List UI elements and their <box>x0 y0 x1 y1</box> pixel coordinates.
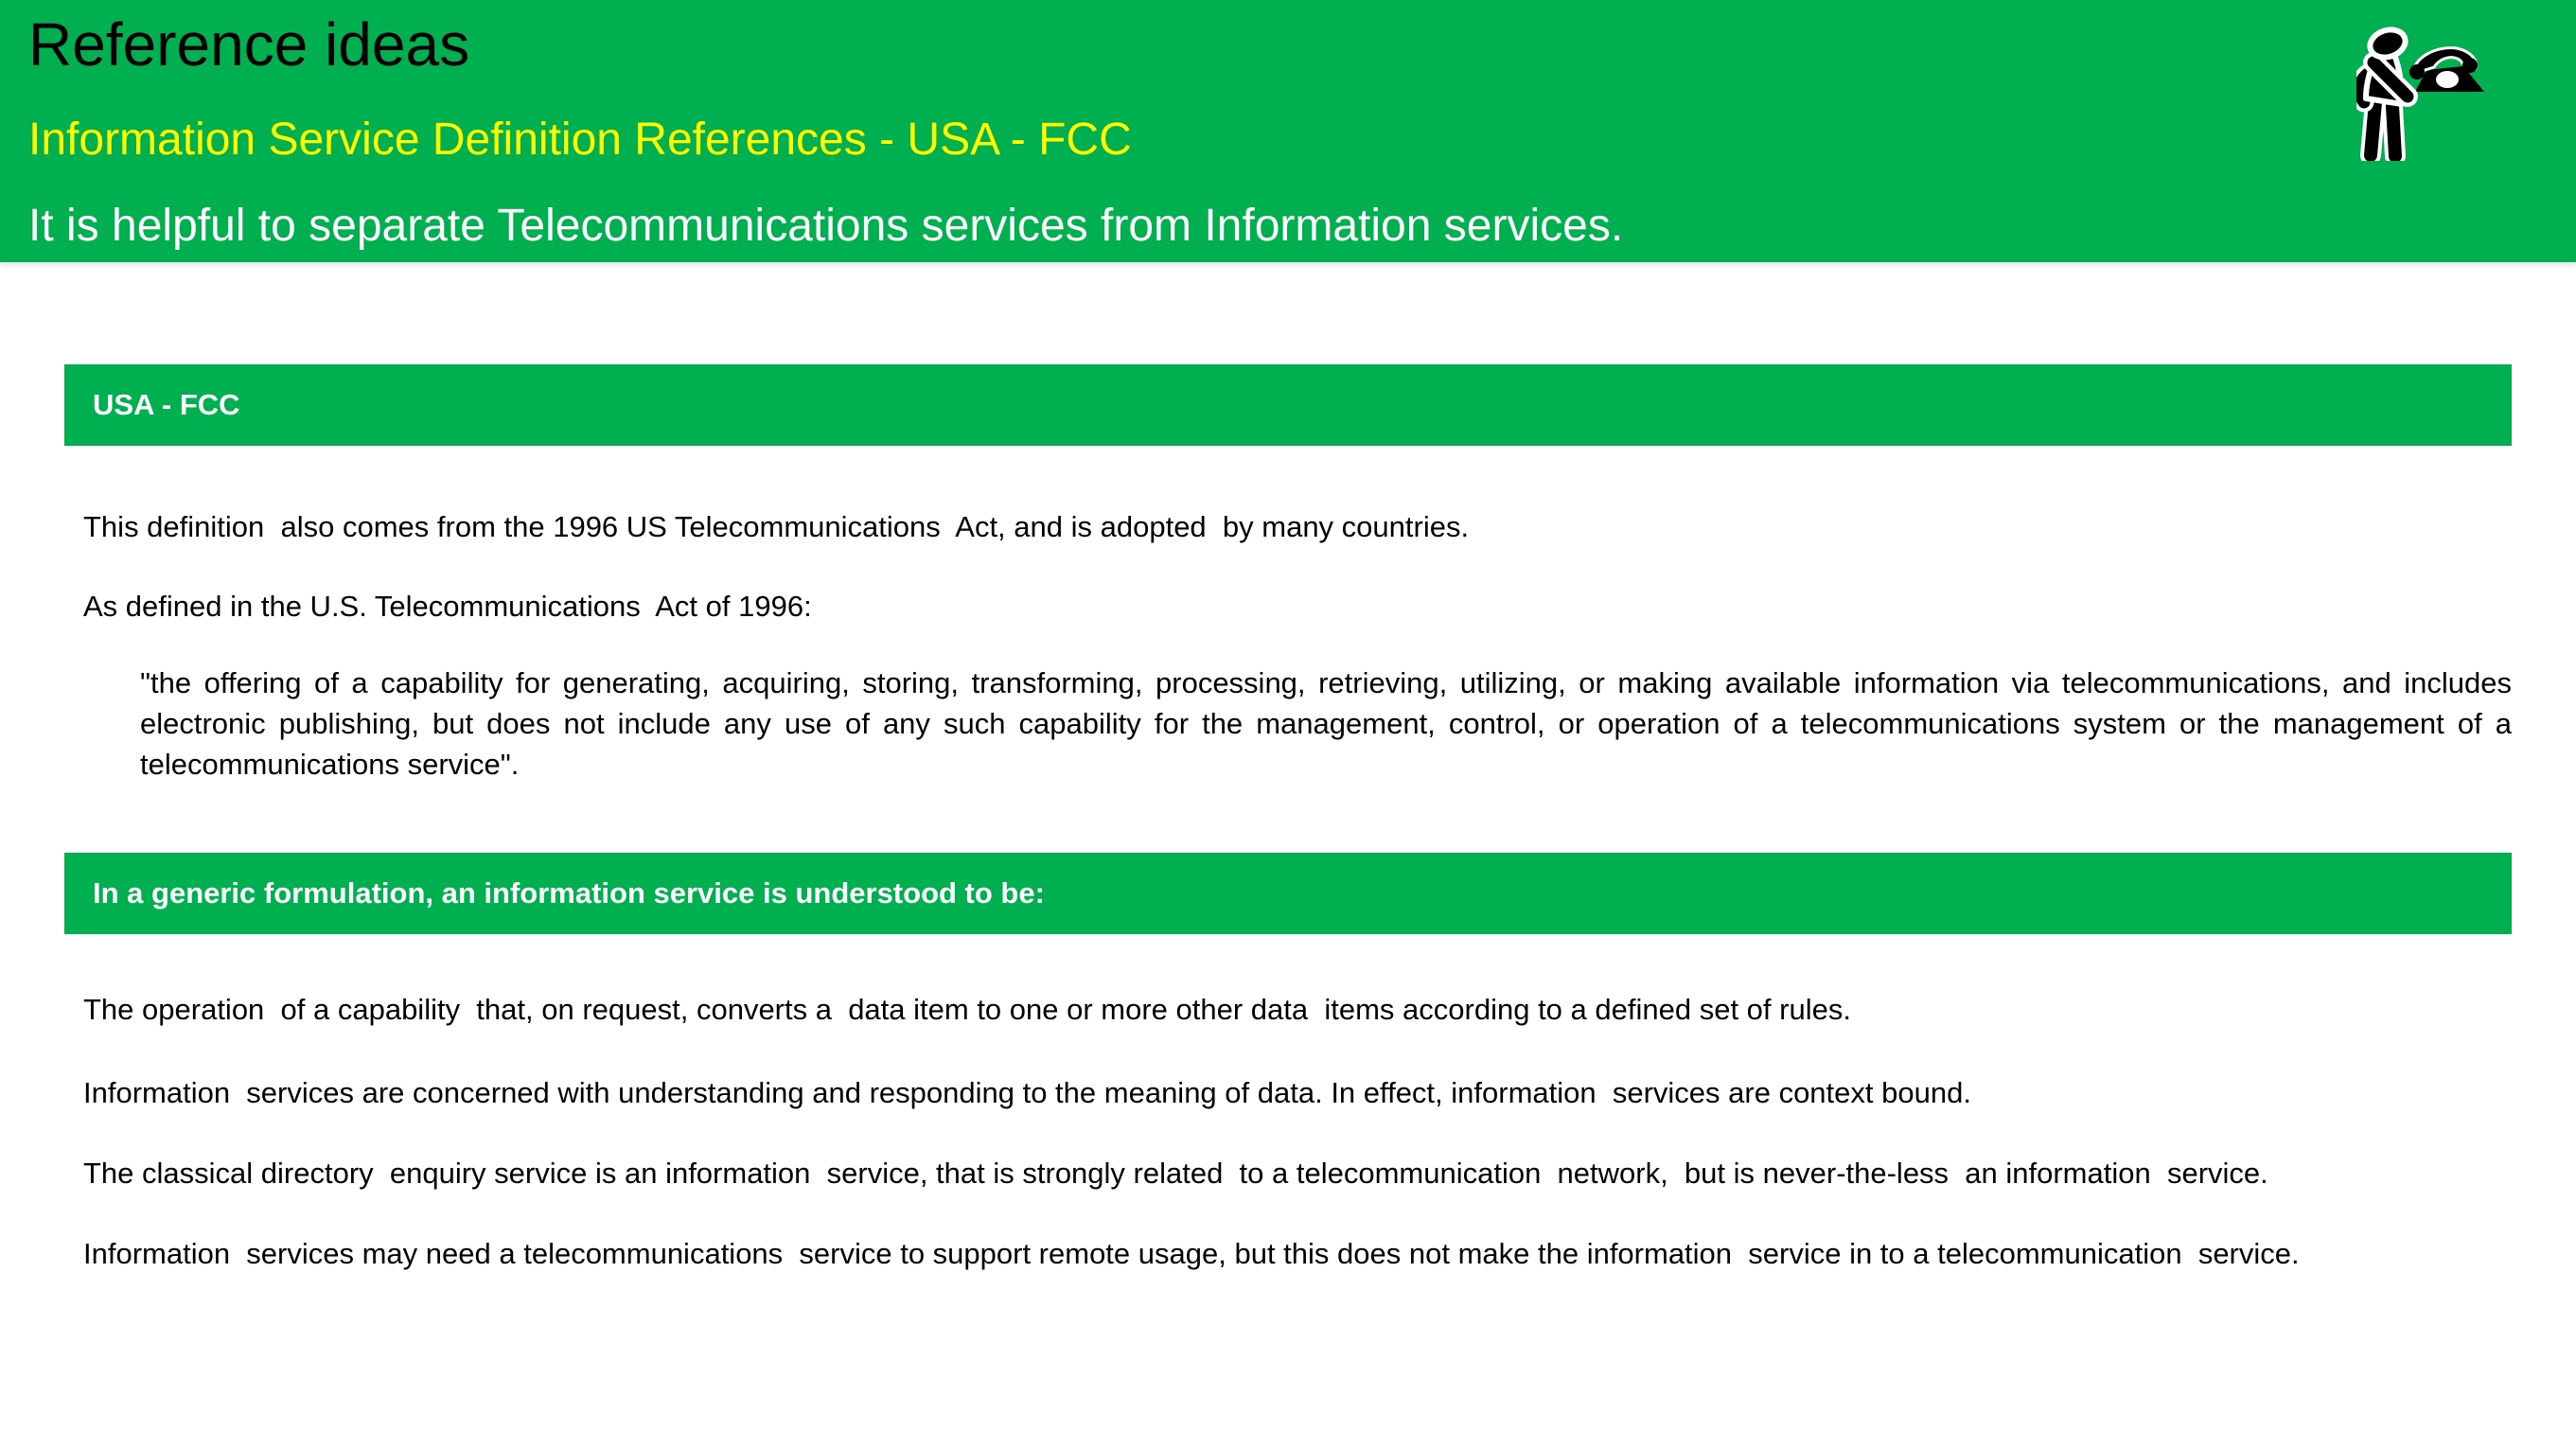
section-heading-label: USA - FCC <box>93 388 240 421</box>
page-tagline: It is helpful to separate Telecommunications services from Information services. <box>28 200 1624 251</box>
paragraph: Information services are concerned with understanding and responding to the meaning of data. In effect, information services are context bound. <box>83 1076 1971 1109</box>
paragraph: The operation of a capability that, on request, converts a data item to one or more other data items according to a defined set of rules. <box>83 993 1851 1026</box>
section-heading-label: In a generic formulation, an information service is understood to be: <box>93 876 1045 910</box>
section-heading-generic-formulation <box>64 853 2512 934</box>
paragraph: The classical directory enquiry service is an information service, that is strongly related to a telecommunication network, but is never-the-less an information service. <box>83 1157 2268 1190</box>
person-glyph <box>2359 26 2408 156</box>
page-subtitle: Information Service Definition References - USA - FCC <box>28 115 1132 166</box>
telephone-glyph <box>2409 48 2484 92</box>
paragraph: As defined in the U.S. Telecommunications Act of 1996: <box>83 590 812 623</box>
paragraph: This definition also comes from the 1996 US Telecommunications Act, and is adopted by many countries. <box>83 510 1470 543</box>
paragraph: Information services may need a telecommunications service to support remote usage, but this does not make the information service in to a telecommunication service. <box>83 1237 2300 1270</box>
slide-body <box>0 364 2576 1274</box>
slide-header <box>0 0 2576 262</box>
section-heading-usa-fcc <box>64 364 2512 446</box>
page-title: Reference ideas <box>28 10 470 79</box>
quote-paragraph: "the offering of a capability for generating, acquiring, storing, transforming, processing, retrieving, utilizing, or making available information via telecommunications, and includes electronic publishing, but does not include any use of any such capability for the management, control, or operation of a telecommunications system or the management of a telecommunications service". <box>140 666 2520 781</box>
person-telephone-icon <box>2356 19 2489 161</box>
